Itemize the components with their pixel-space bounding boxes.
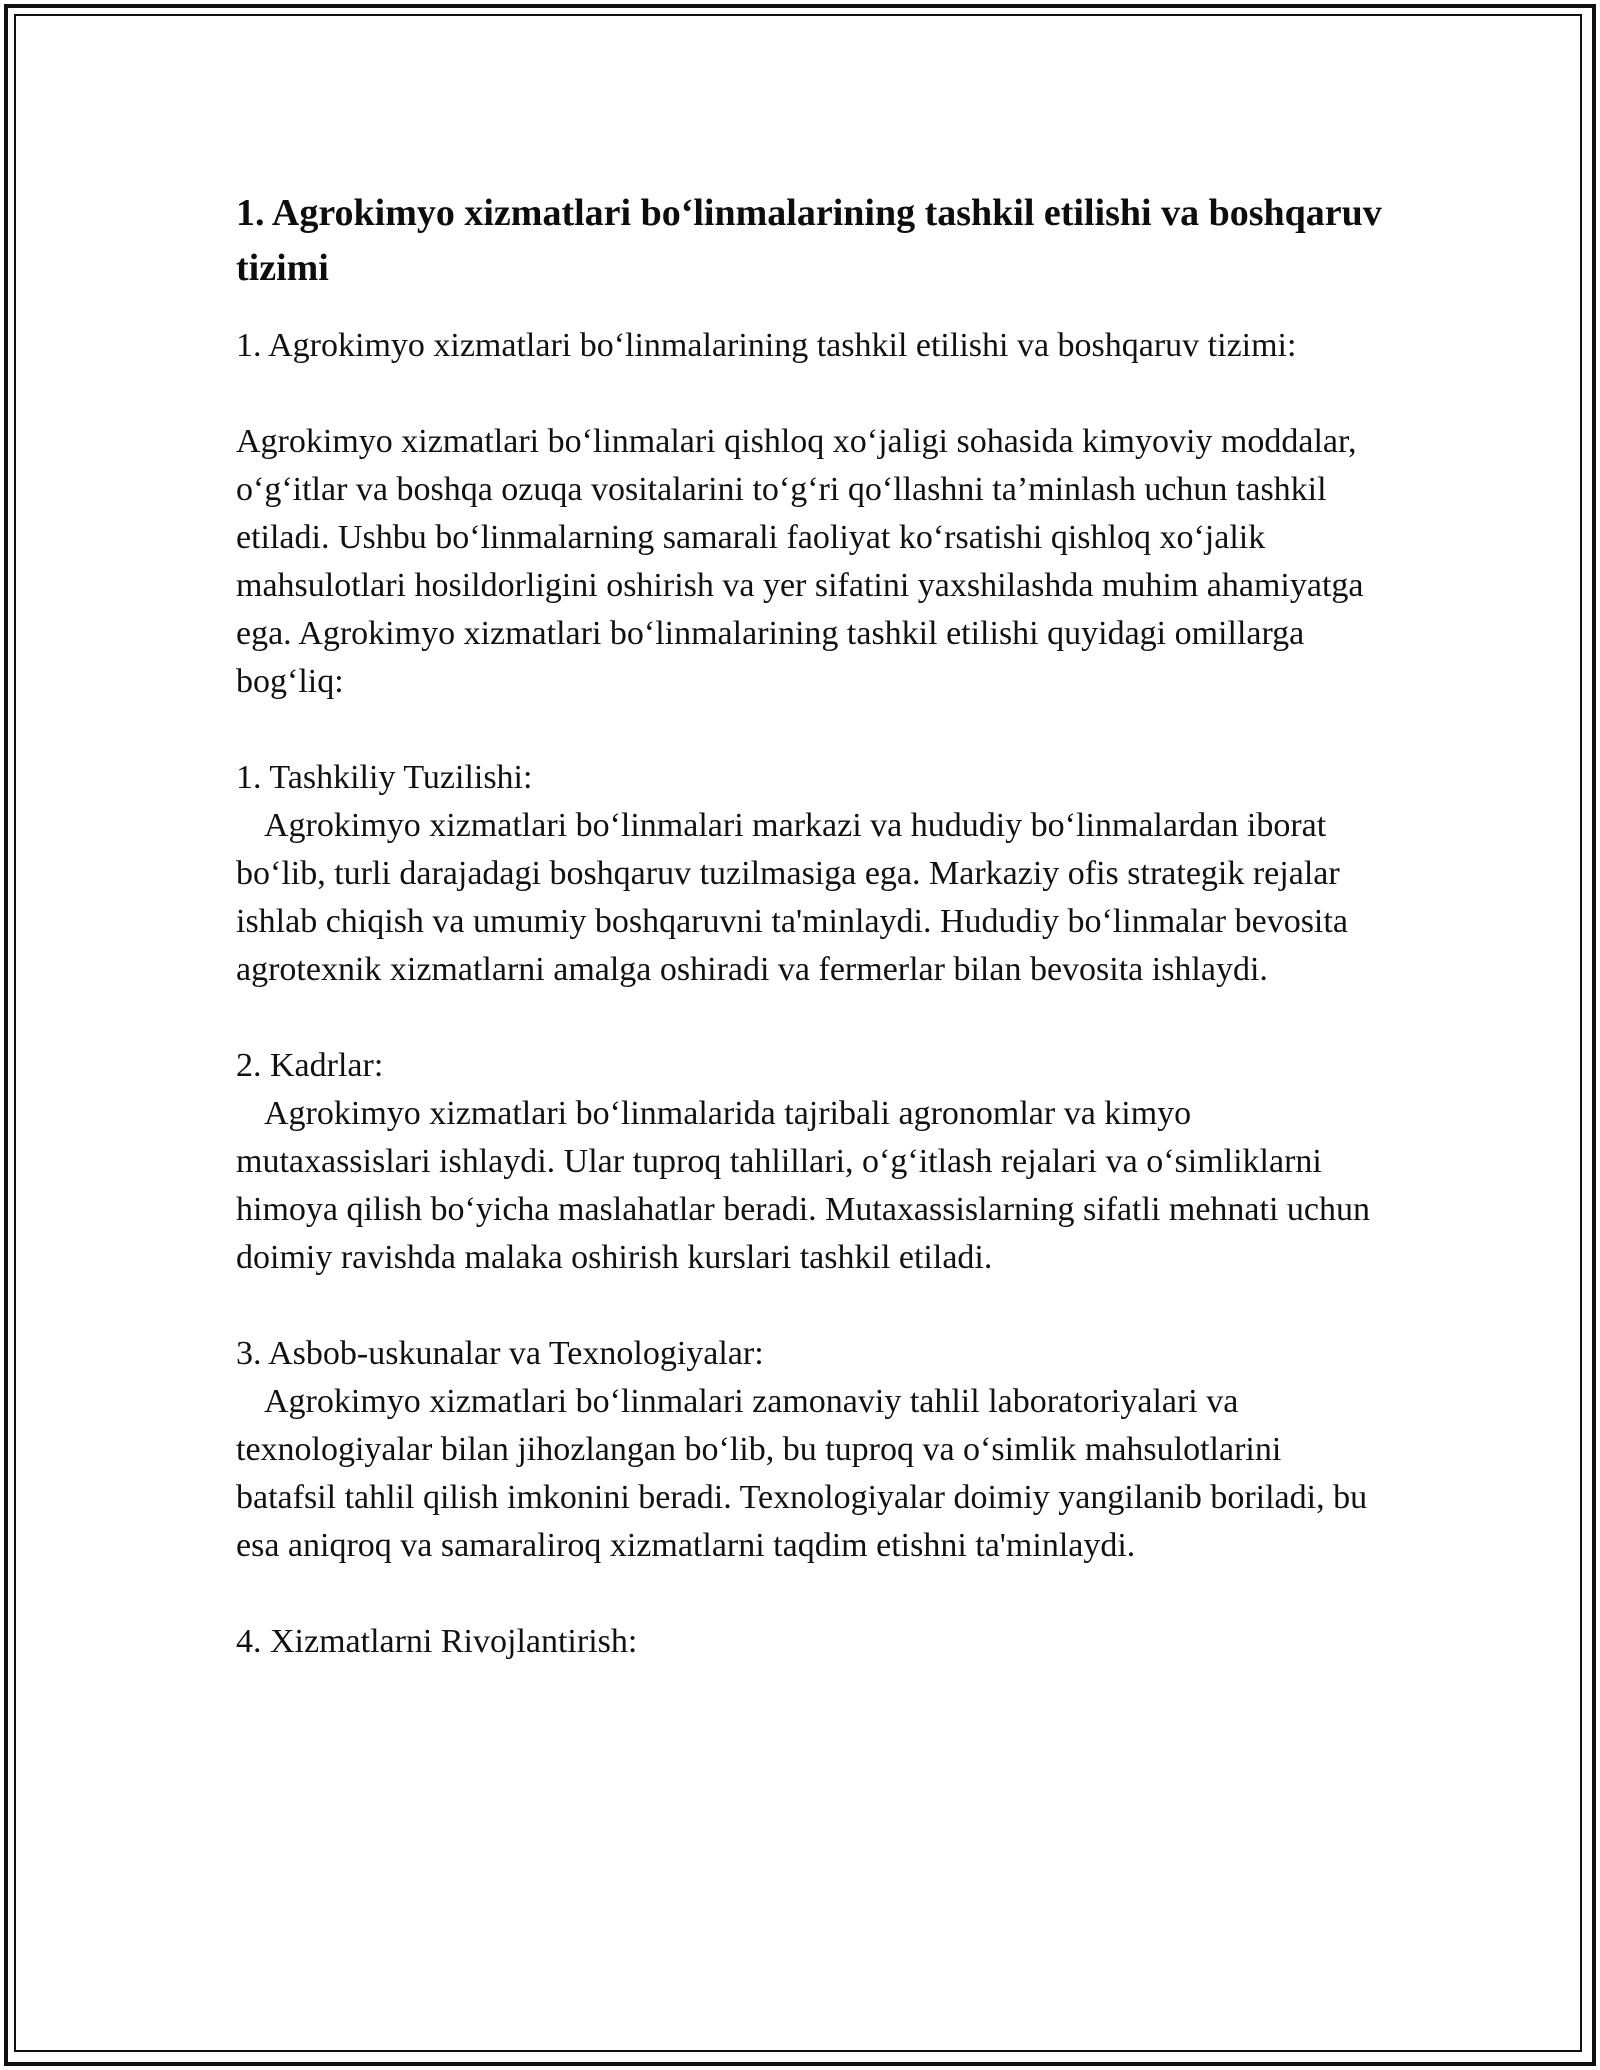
section-body: Agrokimyo xizmatlari bo‘linmalari zamonaviy tahlil laboratoriyalari va texnologiyalar bilan jihozlangan bo‘lib, bu tuproq va o‘simlik mahsulotlarini batafsil tahlil qilish imkonini beradi. Texnologiyalar doimiy yangilanib boriladi, bu esa aniqroq va samaraliroq xizmatlarni taqdim etishni ta'minlaydi. bbox=[236, 1383, 1368, 1564]
section-heading: 3. Asbob-uskunalar va Texnologiyalar: bbox=[236, 1335, 764, 1372]
section-tashkiliy-tuzilishi bbox=[236, 754, 1386, 994]
section-asbob-uskunalar bbox=[236, 1330, 1386, 1570]
section-heading: 1. Tashkiliy Tuzilishi: bbox=[236, 759, 533, 796]
section-xizmatlarni-rivojlantirish bbox=[236, 1618, 1386, 1666]
section-kadrlar bbox=[236, 1042, 1386, 1282]
intro-line: 1. Agrokimyo xizmatlari bo‘linmalarining tashkil etilishi va boshqaruv tizimi: bbox=[236, 327, 1297, 364]
section-body: Agrokimyo xizmatlari bo‘linmalari markazi va hududiy bo‘linmalardan iborat bo‘lib, turli darajadagi boshqaruv tuzilmasiga ega. Markaziy ofis strategik rejalar ishlab chiqish va umumiy boshqaruvni ta'minlaydi. Hududiy bo‘linmalar bevosita agrotexnik xizmatlarni amalga oshiradi va fermerlar bilan bevosita ishlaydi. bbox=[236, 807, 1348, 988]
document-title: 1. Agrokimyo xizmatlari bo‘linmalarining tashkil etilishi va boshqaruv tizimi bbox=[236, 192, 1382, 289]
section-heading: 4. Xizmatlarni Rivojlantirish: bbox=[236, 1623, 638, 1660]
document-content bbox=[236, 186, 1386, 1666]
intro-paragraph: Agrokimyo xizmatlari bo‘linmalari qishloq xo‘jaligi sohasida kimyoviy moddalar, o‘g‘itlar va boshqa ozuqa vositalarini to‘g‘ri qo‘llashni ta’minlash uchun tashkil etiladi. Ushbu bo‘linmalarning samarali faoliyat ko‘rsatishi qishloq xo‘jalik mahsulotlari hosildorligini oshirish va yer sifatini yaxshilashda muhim ahamiyatga ega. Agrokimyo xizmatlari bo‘linmalarining tashkil etilishi quyidagi omillarga bog‘liq: bbox=[236, 423, 1364, 700]
section-heading: 2. Kadrlar: bbox=[236, 1047, 384, 1084]
section-body: Agrokimyo xizmatlari bo‘linmalarida tajribali agronomlar va kimyo mutaxassislari ishlaydi. Ular tuproq tahlillari, o‘g‘itlash rejalari va o‘simliklarni himoya qilish bo‘yicha maslahatlar beradi. Mutaxassislarning sifatli mehnati uchun doimiy ravishda malaka oshirish kurslari tashkil etiladi. bbox=[236, 1095, 1371, 1276]
